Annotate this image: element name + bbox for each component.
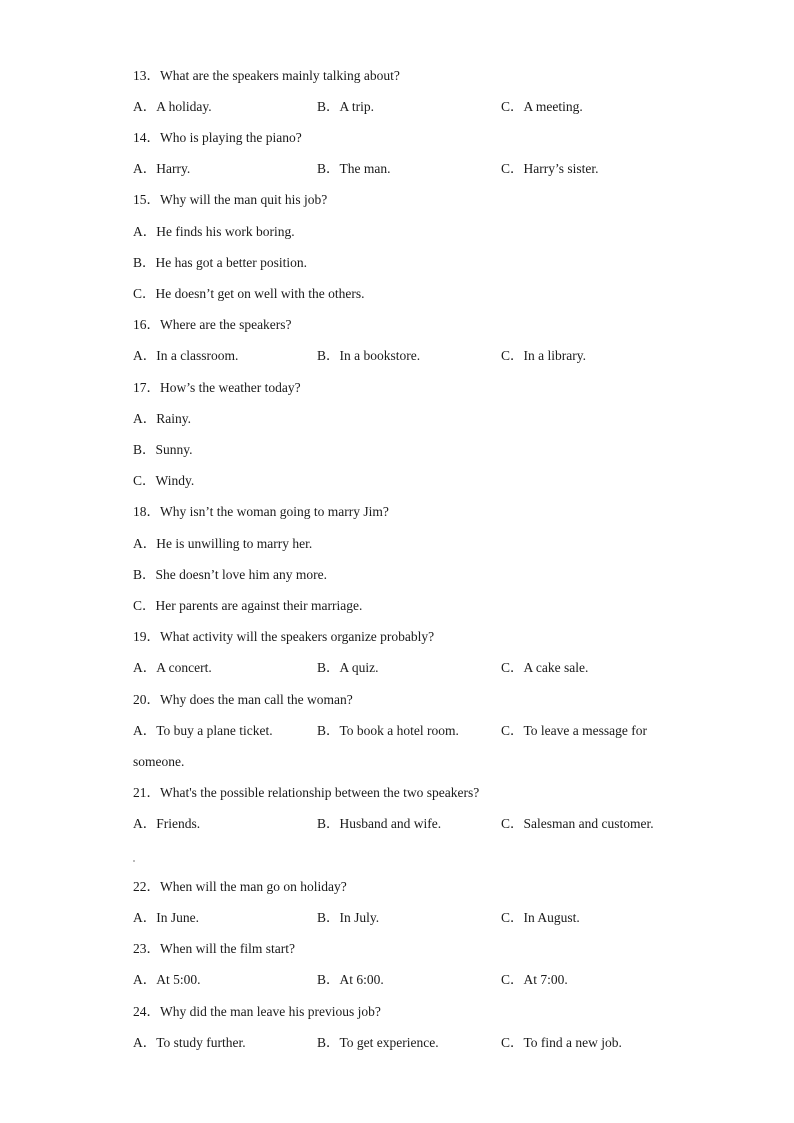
question-15-option-a: A．He finds his work boring.	[133, 224, 295, 239]
question-15-option-c: C．He doesn’t get on well with the others.	[133, 286, 365, 301]
question-23-option-c: C．At 7:00.	[501, 972, 568, 987]
question-16-stem: 16．Where are the speakers?	[133, 317, 292, 332]
question-20-option-c: C．To leave a message for	[501, 723, 648, 738]
question-15-stem: 15．Why will the man quit his job?	[133, 192, 328, 207]
question-19-option-c: C．A cake sale.	[501, 660, 589, 675]
question-13-option-c: C．A meeting.	[501, 99, 583, 114]
question-21-option-a: A．Friends.	[133, 816, 201, 831]
question-13-option-a: A．A holiday.	[133, 99, 212, 114]
question-13-option-b: B．A trip.	[317, 99, 375, 114]
question-17-option-c: C．Windy.	[133, 473, 195, 488]
question-16-option-a: A．In a classroom.	[133, 348, 239, 363]
question-16-option-b: B．In a bookstore.	[317, 348, 421, 363]
section-break-mark	[133, 860, 135, 862]
question-24-option-c: C．To find a new job.	[501, 1035, 622, 1050]
question-18-stem: 18．Why isn’t the woman going to marry Jim?	[133, 504, 389, 519]
question-24-option-a: A．To study further.	[133, 1035, 246, 1050]
question-15-option-b: B．He has got a better position.	[133, 255, 307, 270]
question-16-option-c: C．In a library.	[501, 348, 586, 363]
question-19-option-b: B．A quiz.	[317, 660, 379, 675]
question-20-option-b: B．To book a hotel room.	[317, 723, 459, 738]
question-14-option-c: C．Harry’s sister.	[501, 161, 599, 176]
question-22-option-c: C．In August.	[501, 910, 580, 925]
question-20-option-c-continued: someone.	[133, 754, 185, 769]
question-21-option-c: C．Salesman and customer.	[501, 816, 654, 831]
question-23-stem: 23．When will the film start?	[133, 941, 295, 956]
question-17-option-b: B．Sunny.	[133, 442, 193, 457]
question-18-option-b: B．She doesn’t love him any more.	[133, 567, 327, 582]
question-19-stem: 19．What activity will the speakers organize probably?	[133, 629, 435, 644]
question-20-option-a: A．To buy a plane ticket.	[133, 723, 273, 738]
question-14-option-a: A．Harry.	[133, 161, 191, 176]
question-23-option-a: A．At 5:00.	[133, 972, 201, 987]
question-22-option-a: A．In June.	[133, 910, 199, 925]
question-22-option-b: B．In July.	[317, 910, 380, 925]
question-23-option-b: B．At 6:00.	[317, 972, 384, 987]
question-17-option-a: A．Rainy.	[133, 411, 191, 426]
question-14-stem: 14．Who is playing the piano?	[133, 130, 302, 145]
question-20-stem: 20．Why does the man call the woman?	[133, 692, 353, 707]
question-18-option-a: A．He is unwilling to marry her.	[133, 536, 313, 551]
question-22-stem: 22．When will the man go on holiday?	[133, 879, 347, 894]
question-18-option-c: C．Her parents are against their marriage.	[133, 598, 363, 613]
question-17-stem: 17．How’s the weather today?	[133, 380, 301, 395]
question-13-stem: 13．What are the speakers mainly talking about?	[133, 68, 400, 83]
question-19-option-a: A．A concert.	[133, 660, 212, 675]
question-21-option-b: B．Husband and wife.	[317, 816, 442, 831]
question-24-stem: 24．Why did the man leave his previous job?	[133, 1004, 381, 1019]
question-24-option-b: B．To get experience.	[317, 1035, 439, 1050]
question-14-option-b: B．The man.	[317, 161, 391, 176]
question-21-stem: 21．What's the possible relationship between the two speakers?	[133, 785, 480, 800]
